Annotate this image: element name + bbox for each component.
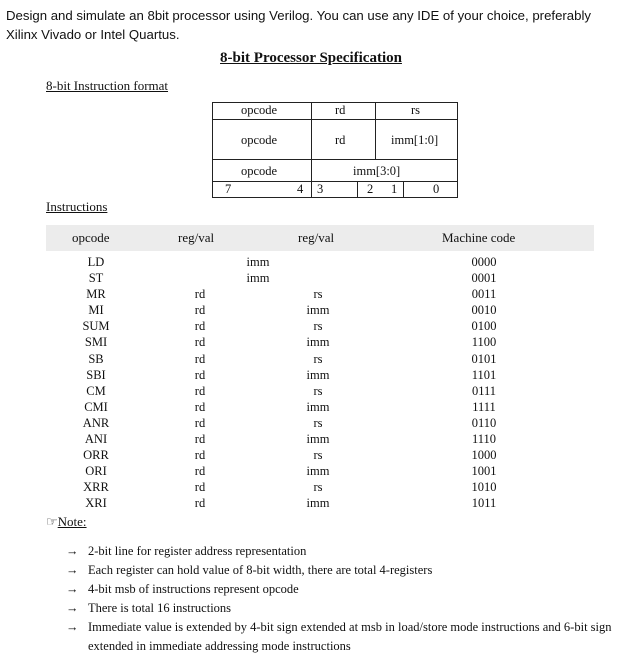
fmt-row1-opcode: opcode: [241, 103, 278, 117]
header-opcode: opcode: [72, 230, 110, 245]
machine-code-cell: 1000: [471, 448, 497, 463]
machine-code-cell: 0111: [471, 383, 497, 398]
opcode-cell: ST: [88, 271, 104, 286]
machine-code-cell: 0001: [471, 271, 497, 286]
note-text: Each register can hold value of 8-bit width, there are total 4-registers: [88, 563, 433, 577]
notes-list: [66, 542, 616, 656]
note-item: [66, 618, 616, 656]
reg2-cell: imm: [306, 496, 330, 511]
instruction-list: [0, 254, 622, 516]
imm-cell: [240, 431, 276, 447]
reg1-cell: rd: [194, 303, 206, 318]
reg2-cell: imm: [306, 367, 330, 382]
reg2-cell: rs: [313, 383, 323, 398]
machine-code-cell: 0011: [471, 287, 497, 302]
imm-cell: [240, 383, 276, 399]
reg2-cell: [298, 270, 338, 286]
note-item: [66, 561, 616, 580]
assignment-intro: Design and simulate an 8bit processor using Verilog. You can use any IDE of your choice, preferably Xilinx Vivado or Intel Quartus.: [6, 8, 591, 42]
note-item: [66, 542, 616, 561]
opcode-column: [66, 254, 126, 512]
reg2-cell: [298, 254, 338, 270]
reg1-cell: rd: [194, 351, 206, 366]
reg1-cell: rd: [194, 383, 206, 398]
spec-title: 8-bit Processor Specification: [220, 50, 402, 66]
fmt-bit-0: 0: [433, 182, 440, 196]
reg2-cell: imm: [306, 303, 330, 318]
hand-pointer-icon: ☞: [46, 514, 58, 529]
reg1-cell: rd: [194, 335, 206, 350]
header-machine-code: Machine code: [442, 230, 516, 245]
opcode-cell: ANI: [84, 432, 108, 447]
imm-cell: [240, 399, 276, 415]
machine-code-cell: 0101: [471, 351, 497, 366]
opcode-cell: ORI: [85, 464, 107, 479]
opcode-cell: ORR: [83, 448, 109, 463]
reg2-cell: rs: [313, 351, 323, 366]
header-regval-1: reg/val: [178, 230, 215, 245]
note-text: There is total 16 instructions: [88, 601, 232, 615]
fmt-row2-imm: imm[1:0]: [391, 133, 439, 147]
arrow-right-icon: →: [66, 620, 79, 634]
reg1-cell: rd: [194, 448, 206, 463]
reg2-cell: imm: [306, 464, 330, 479]
machine-code-cell: 1111: [472, 399, 496, 414]
machine-code-cell: 1110: [471, 432, 497, 447]
opcode-cell: MI: [88, 303, 104, 318]
reg2-cell: imm: [306, 399, 330, 414]
imm-column: [240, 254, 276, 512]
fmt-bit-2: 2: [367, 182, 374, 196]
format-heading: 8-bit Instruction format: [46, 78, 169, 93]
imm-cell: [240, 318, 276, 334]
arrow-right-icon: →: [66, 582, 79, 596]
reg2-column: [298, 254, 338, 512]
machine-code-column: [462, 254, 506, 512]
machine-code-cell: 1011: [471, 496, 497, 511]
machine-code-cell: 0110: [471, 415, 497, 430]
opcode-cell: XRI: [85, 496, 107, 511]
opcode-cell: LD: [87, 255, 105, 269]
reg1-cell: [185, 270, 215, 286]
reg2-cell: imm: [306, 335, 330, 350]
imm-cell: [240, 415, 276, 431]
reg1-cell: rd: [194, 480, 206, 495]
reg1-cell: rd: [194, 464, 206, 479]
opcode-cell: XRR: [83, 480, 109, 495]
fmt-bit-3: 3: [317, 182, 324, 196]
note-item: [66, 599, 616, 618]
reg1-cell: [185, 254, 215, 270]
opcode-cell: CMI: [84, 399, 108, 414]
imm-cell: [240, 367, 276, 383]
opcode-cell: SB: [88, 351, 104, 366]
fmt-bit-1: 1: [391, 182, 398, 196]
fmt-row1-rs: rs: [411, 103, 421, 117]
imm-cell: [240, 463, 276, 479]
opcode-cell: SMI: [84, 335, 108, 350]
imm-cell: [240, 286, 276, 302]
fmt-row2-rd: rd: [335, 133, 346, 147]
imm-cell: imm: [246, 271, 270, 286]
reg1-cell: rd: [194, 287, 206, 302]
reg1-cell: rd: [194, 367, 206, 382]
arrow-right-icon: →: [66, 544, 79, 558]
fmt-row3-opcode: opcode: [241, 164, 278, 178]
reg1-cell: rd: [194, 496, 206, 511]
instructions-heading: Instructions: [46, 199, 108, 214]
machine-code-cell: 0010: [471, 303, 497, 318]
reg2-cell: rs: [313, 415, 323, 430]
opcode-cell: SBI: [86, 367, 106, 382]
machine-code-cell: 1001: [471, 464, 497, 479]
fmt-row2-opcode: opcode: [241, 133, 278, 147]
machine-code-cell: 0000: [471, 255, 497, 269]
arrow-right-icon: →: [66, 601, 79, 615]
imm-cell: [240, 334, 276, 350]
note-text: 2-bit line for register address representation: [88, 544, 307, 558]
imm-cell: [240, 479, 276, 495]
instructions-header: [46, 225, 594, 251]
arrow-right-icon: →: [66, 563, 79, 577]
reg1-cell: rd: [194, 415, 206, 430]
imm-cell: imm: [246, 255, 270, 269]
opcode-cell: MR: [86, 287, 106, 302]
note-title: ☞Note:: [46, 514, 87, 529]
reg1-cell: rd: [194, 432, 206, 447]
machine-code-cell: 0100: [471, 319, 497, 334]
imm-cell: [240, 495, 276, 511]
reg2-cell: rs: [313, 319, 323, 334]
opcode-cell: SUM: [82, 319, 110, 334]
machine-code-cell: 1010: [471, 480, 497, 495]
opcode-cell: ANR: [82, 415, 110, 430]
fmt-row1-rd: rd: [335, 103, 346, 117]
imm-cell: [240, 447, 276, 463]
reg1-cell: rd: [194, 319, 206, 334]
reg1-column: [185, 254, 215, 512]
imm-cell: [240, 351, 276, 367]
fmt-bit-7: 7: [225, 182, 232, 196]
note-item: [66, 580, 616, 599]
machine-code-cell: 1100: [471, 335, 497, 350]
reg2-cell: rs: [313, 287, 323, 302]
reg1-cell: rd: [194, 399, 206, 414]
opcode-cell: CM: [86, 383, 106, 398]
machine-code-cell: 1101: [471, 367, 497, 382]
imm-cell: [240, 302, 276, 318]
fmt-bit-4: 4: [297, 182, 304, 196]
header-regval-2: reg/val: [298, 230, 335, 245]
note-text: 4-bit msb of instructions represent opcode: [88, 582, 299, 596]
fmt-row3-imm: imm[3:0]: [353, 164, 401, 178]
reg2-cell: rs: [313, 480, 323, 495]
note-text: Immediate value is extended by 4-bit sign extended at msb in load/store mode instructions and 6-bit sign extended in immediate addressing mode instructions: [88, 620, 612, 653]
reg2-cell: rs: [313, 448, 323, 463]
instruction-format-table: [212, 102, 458, 198]
reg2-cell: imm: [306, 432, 330, 447]
